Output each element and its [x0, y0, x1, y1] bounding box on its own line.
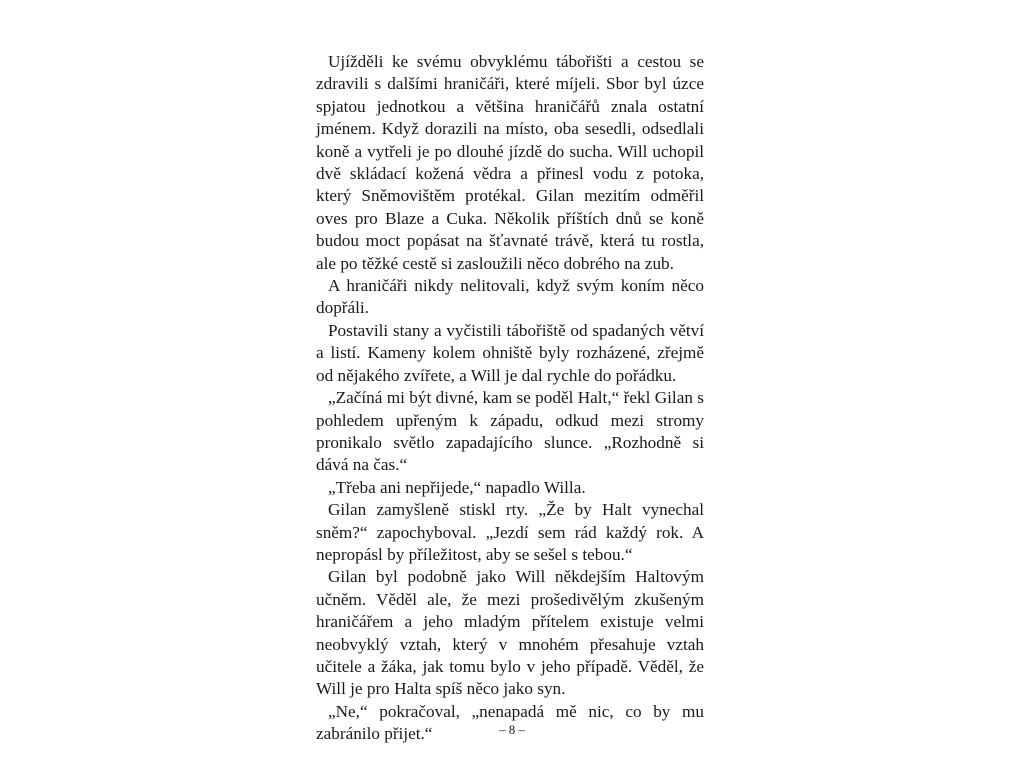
- book-page-text: [316, 51, 704, 746]
- paragraph: „Třeba ani nepřijede,“ napadlo Willa.: [328, 477, 586, 497]
- paragraph: „Ne,“ pokračoval, „nenapadá mě nic, co by mu zabránilo přijet.“: [316, 701, 704, 744]
- paragraph: A hraničáři nikdy nelitovali, když svým koním něco dopřáli.: [316, 276, 704, 318]
- paragraph: Gilan zamyšleně stiskl rty. „Že by Halt vynechal sněm?“ zapochyboval. „Jezdí sem rád každý rok. A nepropásl by příležitost, aby se sešel s tebou.“: [316, 500, 704, 564]
- paragraph: Ujížděli ke svému obvyklému tábořišti a cestou se zdravili s dalšími hraničáři, které míjeli. Sbor byl úzce spjatou jednotkou a většina hraničářů znala ostatní jménem. Když dorazili na místo, oba sesedli, odsedlali koně a vytřeli je po dlouhé jízdě do sucha. Will uchopil dvě skládací kožená vědra a přinesl vodu z potoka, který Sněmovištěm protékal. Gilan mezitím odměřil oves pro Blaze a Cuka. Několik příštích dnů se koně budou moct popásat na šťavnaté trávě, která tu rostla, ale po těžké cestě si zasloužili něco dobrého na zub.: [316, 52, 704, 273]
- page-number: – 8 –: [499, 722, 525, 737]
- paragraph: Gilan byl podobně jako Will někdejším Haltovým učněm. Věděl ale, že mezi prošedivělým zkušeným hraničářem a jeho mladým přítelem existuje velmi neobvyklý vztah, který v mnohém přesahuje vztah učitele a žáka, jak tomu bylo v jeho případě. Věděl, že Will je pro Halta spíš něco jako syn.: [316, 567, 704, 699]
- paragraph: „Začíná mi být divné, kam se poděl Halt,“ řekl Gilan s pohledem upřeným k západu, odkud mezi stromy pronikalo světlo zapadajícího slunce. „Rozhodně si dává na čas.“: [316, 388, 704, 475]
- paragraph: Postavili stany a vyčistili tábořiště od spadaných větví a listí. Kameny kolem ohniště byly rozházené, zřejmě od nějakého zvířete, a Will je dal rychle do pořádku.: [316, 320, 704, 385]
